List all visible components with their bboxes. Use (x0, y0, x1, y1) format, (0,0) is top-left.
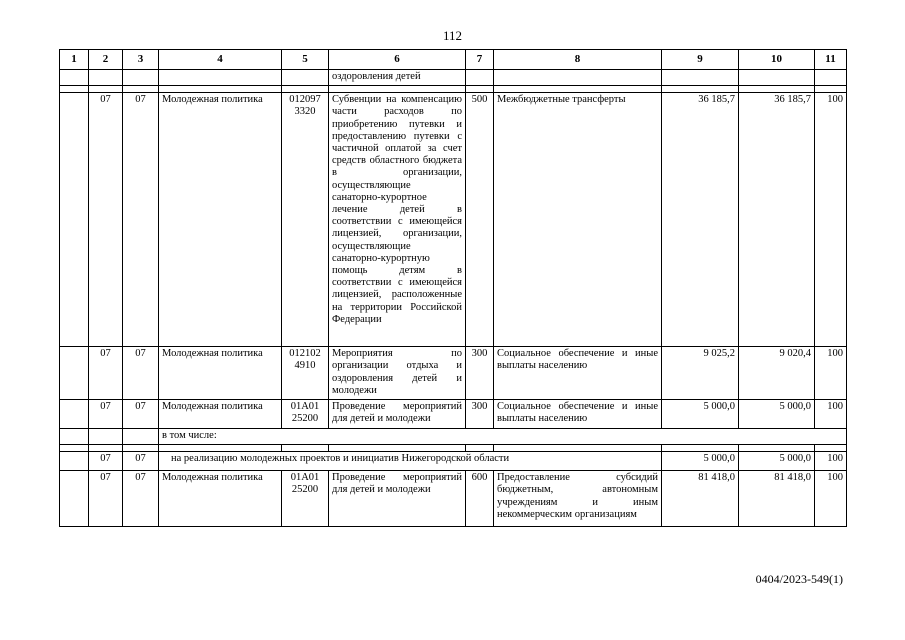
header-cell: 4 (159, 50, 282, 70)
cell-planned: 5 000,0 (662, 400, 739, 429)
cell-section: 07 (89, 471, 123, 527)
cell-section: 07 (89, 93, 123, 347)
cell-percent: 100 (815, 471, 847, 527)
cell-target-code: 012097 3320 (282, 93, 329, 347)
cell-planned: 5 000,0 (662, 452, 739, 471)
cell-description: оздоровления детей (329, 70, 466, 86)
cell-subsection: 07 (123, 471, 159, 527)
cell-expense-type: 300 (466, 400, 494, 429)
cell-actual: 5 000,0 (739, 452, 815, 471)
cell-section: 07 (89, 347, 123, 400)
header-cell: 2 (89, 50, 123, 70)
cell-description: Мероприятия по организации отдыха и оздоровления детей и молодежи (329, 347, 466, 400)
cell-section-name: Молодежная политика (159, 471, 282, 527)
cell-expense-name: Предоставление субсидий бюджетным, автономным учреждениям и иным некоммерческим организациям (494, 471, 662, 527)
cell-description: Проведение мероприятий для детей и молодежи (329, 471, 466, 527)
including-row (60, 429, 847, 445)
cell-expense-name: Межбюджетные трансферты (494, 93, 662, 347)
cell-target-code: 01А01 25200 (282, 471, 329, 527)
budget-table (59, 49, 847, 527)
cell-actual: 36 185,7 (739, 93, 815, 347)
document-code: 0404/2023-549(1) (755, 572, 843, 586)
cell-subsection: 07 (123, 93, 159, 347)
page-number: 112 (442, 28, 463, 43)
cell-target-code: 012102 4910 (282, 347, 329, 400)
cell-planned: 36 185,7 (662, 93, 739, 347)
header-cell: 5 (282, 50, 329, 70)
table-row (60, 471, 847, 527)
cell-expense-type: 300 (466, 347, 494, 400)
table-row (60, 93, 847, 347)
cell-section-name: Молодежная политика (159, 347, 282, 400)
cell-section: 07 (89, 400, 123, 429)
header-cell: 3 (123, 50, 159, 70)
cell-actual: 81 418,0 (739, 471, 815, 527)
cell-section: 07 (89, 452, 123, 471)
header-cell: 8 (494, 50, 662, 70)
cell-expense-type: 600 (466, 471, 494, 527)
header-cell: 11 (815, 50, 847, 70)
spacer-row (60, 445, 847, 452)
spacer-row (60, 86, 847, 93)
header-cell: 10 (739, 50, 815, 70)
sub-row (60, 452, 847, 471)
header-row (60, 50, 847, 70)
cell-expense-name: Социальное обеспечение и иные выплаты населению (494, 400, 662, 429)
cell-percent: 100 (815, 93, 847, 347)
cell-subsection: 07 (123, 400, 159, 429)
cell-percent: 100 (815, 452, 847, 471)
continuation-row (60, 70, 847, 86)
cell-description: Субвенции на компенсацию части расходов по приобретению путевки и предоставлению путевки с частичной оплатой за счет средств областного бюджета в организации, осуществляющие санаторно-курортное лечение детей в соответствии с имеющейся лицензией, организации, осуществляющие санаторно-курортную помощь детям в соответствии с имеющейся лицензией, расположенные на территории Российской Федерации (329, 93, 466, 347)
header-cell: 6 (329, 50, 466, 70)
cell-sub-description: на реализацию молодежных проектов и инициатив Нижегородской области (159, 452, 662, 471)
cell-actual: 9 020,4 (739, 347, 815, 400)
cell-subsection: 07 (123, 452, 159, 471)
header-cell: 1 (60, 50, 89, 70)
cell-planned: 9 025,2 (662, 347, 739, 400)
cell-expense-name: Социальное обеспечение и иные выплаты населению (494, 347, 662, 400)
cell-actual: 5 000,0 (739, 400, 815, 429)
table-row (60, 347, 847, 400)
table-row (60, 400, 847, 429)
header-cell: 9 (662, 50, 739, 70)
cell-planned: 81 418,0 (662, 471, 739, 527)
cell-expense-type: 500 (466, 93, 494, 347)
cell-section-name: Молодежная политика (159, 400, 282, 429)
including-label: в том числе: (159, 429, 847, 445)
cell-percent: 100 (815, 347, 847, 400)
cell-subsection: 07 (123, 347, 159, 400)
header-cell: 7 (466, 50, 494, 70)
cell-percent: 100 (815, 400, 847, 429)
cell-target-code: 01А01 25200 (282, 400, 329, 429)
cell-description: Проведение мероприятий для детей и молодежи (329, 400, 466, 429)
cell-section-name: Молодежная политика (159, 93, 282, 347)
